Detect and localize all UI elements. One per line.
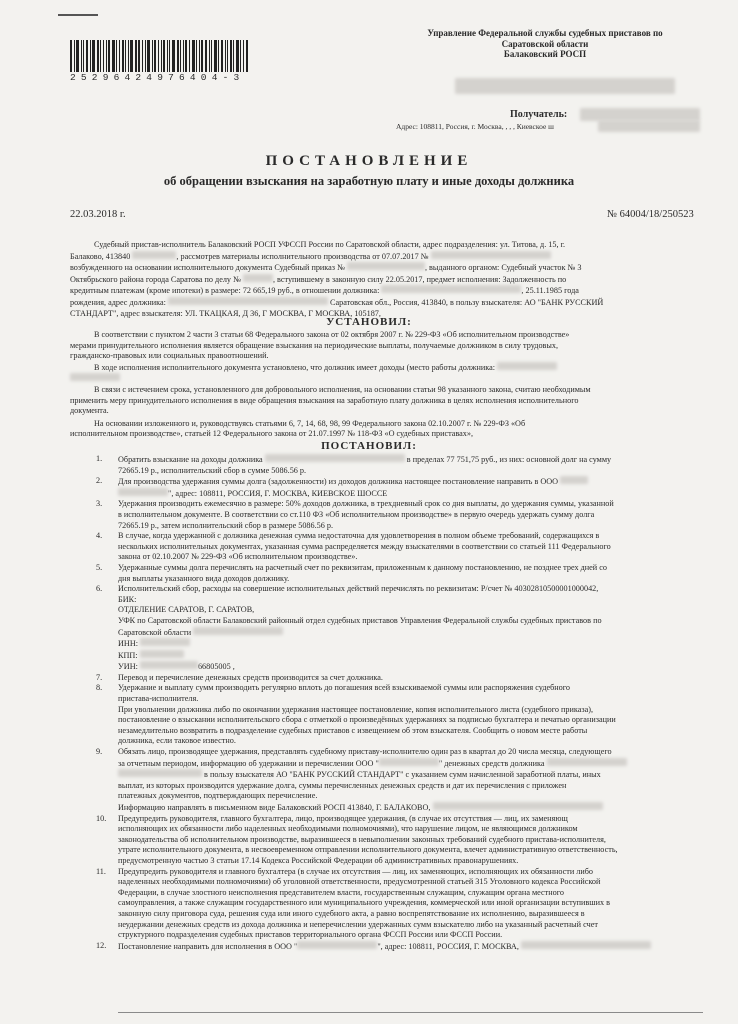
text-fragment: , рассмотрев материалы исполнительного производства от 07.07.2017 № — [176, 251, 429, 261]
barcode-bar — [92, 40, 95, 72]
text-fragment: В ходе исполнения исполнительного документа установлено, что должник имеет доходы (место работы должника: — [94, 362, 496, 372]
text-line — [118, 488, 703, 500]
document-title: ПОСТАНОВЛЕНИЕ — [265, 153, 473, 169]
list-number: 9. — [96, 747, 103, 757]
text-fragment: за отчетным периодом, информацию об удержании и перечислении ООО " — [118, 758, 379, 768]
text-fragment: " денежных средств должника — [438, 758, 545, 768]
barcode-bar — [196, 40, 197, 72]
text-line: Обязать лицо, производящее удержания, представлять судебному приставу-исполнителю один раз в квартал до 20 числа месяца, следующего — [118, 747, 612, 757]
text-fragment: Октябрьского района города Саратова по делу № — [70, 274, 241, 284]
redacted-block — [455, 78, 675, 94]
text-fragment: ИНН: — [118, 639, 139, 649]
barcode-bar — [135, 40, 137, 72]
list-item — [96, 813, 703, 867]
established-heading: УСТАНОВИЛ: — [326, 316, 412, 328]
text-line: На основании изложенного и, руководствуясь статьями 6, 7, 14, 68, 98, 99 Федерального закона 02.10.2007 г. № 229-ФЗ «Об — [94, 418, 526, 428]
resolution-list — [96, 454, 703, 952]
text-line: применить меру принудительного исполнения в виде обращения взыскания на заработную плату должника в целях исполнения исполнительного — [70, 395, 579, 405]
redacted-block — [118, 769, 202, 777]
redacted-block — [118, 488, 168, 496]
text-line: предусмотренную частью 3 статьи 17.14 Кодекса Российской Федерации об административных правонарушениях. — [118, 855, 519, 865]
list-item — [96, 683, 703, 747]
barcode-bar — [199, 40, 200, 72]
list-number: 11. — [96, 866, 106, 876]
barcode-number: 25296424976404-3 — [70, 72, 245, 83]
text-line — [118, 638, 703, 650]
barcode-bar — [227, 40, 228, 72]
text-fragment: в пределах 77 751,75 руб., из них: основной долг на сумму — [406, 455, 612, 464]
text-line — [118, 941, 703, 953]
barcode-bar — [185, 40, 187, 72]
barcode-bar — [246, 40, 248, 72]
text-line: Исполнительский сбор, расходы на совершение исполнительных действий перечислять по реквизитам: Р/счет № 40302810500001000042, — [118, 584, 599, 594]
barcode-bar — [76, 40, 79, 72]
barcode-bar — [167, 40, 168, 72]
text-line — [70, 251, 700, 263]
barcode-bar — [154, 40, 156, 72]
list-number: 5. — [96, 562, 103, 572]
barcode — [70, 40, 300, 72]
list-number: 6. — [96, 584, 103, 594]
list-number: 10. — [96, 813, 107, 823]
text-line — [70, 285, 700, 297]
text-line — [70, 297, 700, 309]
text-line: закона от 02.10.2007 № 229-ФЗ «Об исполнительном производстве». — [118, 552, 358, 562]
text-line: должника, если таковое известно. — [118, 736, 236, 746]
text-line: законную силу приговора суда, решения суда или иного судебного акта, а равно воспрепятствование их исполнению, выразившееся в — [118, 908, 585, 918]
list-item — [96, 476, 703, 499]
text-line — [118, 476, 703, 488]
text-line — [70, 274, 700, 286]
list-item — [96, 531, 703, 563]
list-item — [96, 454, 703, 476]
barcode-bar — [83, 40, 84, 72]
redacted-block — [265, 454, 405, 462]
text-line: В соответствии с пунктом 2 части 3 статьи 68 Федерального закона от 02 октября 2007 г. № 229-ФЗ «Об исполнительном производстве» — [94, 330, 570, 339]
text-fragment: , вступившему в законную силу 22.05.2017, предмет исполнения: Задолженность по — [272, 274, 567, 284]
text-line: структурного подразделения судебных приставов территориального органа ФССП России или ФССП России. — [118, 930, 503, 940]
text-line: Федерации, в случае злостного неисполнения представителем власти, государственным служащим, служащим органа местного — [118, 887, 564, 897]
list-number: 3. — [96, 499, 103, 509]
text-line: дня выплаты указанного вида доходов должнику. — [118, 573, 290, 583]
text-fragment: в пользу взыскателя АО "БАНК РУССКИЙ СТАНДАРТ" с указанием сумм начисленной заработной платы, иных — [204, 770, 601, 780]
barcode-bar — [189, 40, 190, 72]
list-item — [96, 562, 703, 584]
text-line: постановление о взыскании исполнительского сбора с отметкой о произведённых удержаниях за подписью бухгалтера и печатью организации — [118, 715, 616, 725]
resolved-heading: ПОСТАНОВИЛ: — [321, 440, 417, 452]
text-line: УФК по Саратовской области Балаковский районный отдел судебных приставов Управления Федеральной службы судебных приставов по — [118, 615, 602, 625]
text-line: исполняющих их обязанности либо наделенных необходимыми полномочиями), что нарушение лицом, не являющимся должником — [118, 824, 578, 834]
authority-line-1: Управление Федеральной службы судебных приставов по — [427, 28, 663, 38]
barcode-bar — [142, 40, 143, 72]
barcode-bar — [100, 40, 101, 72]
list-number: 2. — [96, 476, 103, 486]
text-line: исполнительном производстве», статьей 12 Федерального закона от 21.07.1997 № 118-ФЗ «О судебных приставах», — [70, 429, 474, 439]
text-line: Удержанные суммы долга перечислять на расчетный счет по реквизитам, приложенным к данному постановлению, не позднее трех дней со — [118, 562, 607, 572]
text-line — [118, 595, 703, 606]
redacted-block — [132, 251, 176, 259]
text-line: документа. — [70, 406, 109, 416]
redacted-block — [547, 758, 627, 766]
text-line — [118, 661, 703, 673]
redacted-block — [140, 638, 190, 646]
redacted-block — [297, 941, 377, 949]
redacted-block — [381, 285, 521, 293]
redacted-block — [431, 251, 551, 259]
list-number: 7. — [96, 672, 103, 682]
barcode-bar — [158, 40, 159, 72]
text-line — [118, 650, 703, 662]
redacted-block — [168, 297, 328, 305]
text-line: Судебный пристав-исполнитель Балаковский РОСП УФССП России по Саратовской области, адрес подразделения: ул. Титова, д. 15, г. — [94, 240, 566, 249]
text-line: В связи с истечением срока, установленного для добровольного исполнения, на основании статьи 98 указанного закона, считаю необходимым — [94, 384, 591, 394]
text-line — [70, 373, 700, 385]
barcode-bar — [225, 40, 226, 72]
barcode-bar — [221, 40, 223, 72]
barcode-bar — [211, 40, 212, 72]
barcode-bar — [233, 40, 234, 72]
barcode-bar — [86, 40, 88, 72]
redacted-block — [560, 476, 588, 484]
redacted-block — [243, 274, 273, 282]
text-line: В случае, когда удержанной с должника денежная сумма недостаточна для удовлетворения в полном объеме требований, содержащихся в — [118, 531, 600, 541]
text-line — [118, 758, 703, 770]
barcode-bar — [201, 40, 203, 72]
text-line: При увольнении должника либо по окончании удержания настоящее постановление, копия исполнительного листа (судебного приказа), — [118, 704, 594, 714]
barcode-bar — [230, 40, 232, 72]
text-fragment: УИН: — [118, 662, 138, 672]
barcode-bar — [183, 40, 184, 72]
recipient-label: Получатель: — [510, 109, 568, 120]
list-number: 4. — [96, 531, 103, 541]
text-line: в исполнительном документе. В соответствии со ст.110 ФЗ «Об исполнительном производстве» в первую очередь удержать сумму долга — [118, 509, 595, 519]
text-fragment: кредитным платежам (кроме ипотеки) в размере: 72 665,19 руб., в отношении должника: — [70, 286, 380, 296]
list-number: 1. — [96, 454, 103, 463]
barcode-bar — [128, 40, 129, 72]
authority-line-2: Саратовской области — [501, 38, 589, 49]
redacted-block — [497, 362, 557, 370]
bottom-rule — [118, 1012, 703, 1013]
barcode-bar — [161, 40, 162, 72]
barcode-bar — [152, 40, 153, 72]
barcode-bar — [214, 40, 217, 72]
redacted-block — [521, 941, 651, 949]
text-line — [118, 802, 703, 814]
list-item — [96, 747, 703, 814]
barcode-bar — [240, 40, 241, 72]
text-fragment: Балаково, 413840 — [70, 251, 131, 261]
barcode-bar — [163, 40, 165, 72]
text-line: СТАНДАРТ", адрес взыскателя: УЛ. ТКАЦКАЯ, Д 36, Г МОСКВА, Г МОСКВА, 105187, — [70, 308, 381, 318]
issuing-authority — [390, 28, 700, 60]
text-line: Перевод и перечисление денежных средств производится за счет должника. — [118, 672, 383, 682]
redacted-block — [140, 650, 184, 658]
pen-scratch — [58, 14, 98, 16]
text-line: пристава-исполнителя. — [118, 694, 199, 704]
barcode-bar — [169, 40, 170, 72]
redacted-block — [433, 802, 603, 810]
barcode-bar — [177, 40, 179, 72]
text-line: Предупредить руководителя, главного бухгалтера, лицо, производящее удержания, (в случае их отсутствия — лиц, их заменяющ — [118, 813, 568, 823]
barcode-bar — [138, 40, 140, 72]
text-fragment: КПП: — [118, 650, 138, 660]
list-item — [96, 499, 703, 531]
text-line: нескольких исполнительных документах, указанная сумма распределяется между взыскателями в соответствии со статьей 111 Федерального — [118, 541, 611, 551]
text-line: выплат, из которых производится удержание долга, суммы перечисленных денежных средств и дат их перечисления с приложен — [118, 780, 567, 790]
redacted-block — [347, 262, 425, 270]
text-fragment: Для производства удержания суммы долга (задолженности) из доходов должника настоящее постановление направить в ООО — [118, 477, 559, 487]
barcode-bar — [209, 40, 210, 72]
text-line — [118, 627, 703, 639]
list-item — [96, 866, 703, 941]
redacted-block — [379, 758, 439, 766]
text-line: ОТДЕЛЕНИЕ САРАТОВ, Г. САРАТОВ, — [118, 605, 255, 615]
text-fragment: Обратить взыскание на доходы должника — [118, 455, 263, 464]
barcode-bar — [236, 40, 239, 72]
barcode-bar — [116, 40, 117, 72]
barcode-bar — [97, 40, 99, 72]
text-fragment: Информацию направлять в письменном виде Балаковский РОСП 413840, Г. БАЛАКОВО, — [118, 803, 431, 812]
text-line: гражданско-правовых или социальных правоотношений. — [70, 351, 269, 361]
text-line: мерами принудительного исполнения является обращение взыскания на периодические выплаты, получаемые должником в силу трудовых, — [70, 340, 559, 350]
established-section — [70, 330, 700, 440]
barcode-bar — [147, 40, 150, 72]
text-fragment: , выданного органом: Судебный участок № 3 — [424, 263, 582, 273]
text-line: Удержание и выплату сумм производить регулярно вплоть до погашения всей взыскиваемой суммы или распоряжения судебного — [118, 683, 571, 693]
barcode-bar — [125, 40, 126, 72]
barcode-bar — [218, 40, 219, 72]
authority-line-3: Балаковский РОСП — [503, 49, 587, 59]
text-line — [118, 454, 703, 466]
text-fragment: 66805005 , — [197, 662, 235, 672]
list-number: 8. — [96, 683, 103, 693]
text-fragment: Саратовская обл., Россия, 413840, в пользу взыскателя: АО "БАНК РУССКИЙ — [330, 297, 604, 307]
text-line: Предупредить руководителя и главного бухгалтера (в случае их отсутствия — лиц, их заменяющих, исполняющих их обязанности либо — [118, 866, 594, 876]
barcode-bar — [172, 40, 175, 72]
barcode-bar — [145, 40, 146, 72]
text-line — [70, 362, 700, 374]
text-fragment: ", адрес: 108811, РОССИЯ, Г. МОСКВА, КИЕВСКОЕ ШОССЕ — [168, 488, 388, 498]
barcode-bar — [108, 40, 110, 72]
text-line: самоуправления, а также служащим государственного или муниципального учреждения, коммерческой или иной организации вступивших в — [118, 898, 610, 908]
text-fragment: Саратовской области — [118, 627, 192, 637]
text-line: 72665.19 р., исполнительский сбор в сумме 5086.56 р. — [118, 465, 307, 475]
intro-paragraph — [70, 240, 700, 319]
barcode-bar — [90, 40, 91, 72]
list-item — [96, 940, 703, 953]
text-line: утрате исполнительного документа, в несвоевременном отправлении исполнительного документа, влечет административную ответственность, — [118, 845, 618, 855]
barcode-bar — [119, 40, 120, 72]
redacted-block — [193, 627, 283, 635]
text-fragment: рождения, адрес должника: — [70, 297, 166, 307]
barcode-bar — [112, 40, 115, 72]
redacted-block — [70, 373, 120, 381]
text-line: 72665.19 р., затем исполнительский сбор в размере 5086.56 р. — [118, 520, 334, 530]
text-line: неудержании денежных средств из дохода должника и неперечислении удержанных сумм взыскателю либо на указанный расчетный счет — [118, 919, 598, 929]
list-number: 12. — [96, 940, 107, 950]
barcode-bar — [106, 40, 107, 72]
list-item — [96, 584, 703, 673]
text-fragment: , 25.11.1985 года — [521, 286, 579, 296]
text-line: платежных документов, подтверждающих перечисление. — [118, 791, 318, 801]
barcode-bar — [180, 40, 181, 72]
document-date: 22.03.2018 г. — [70, 209, 126, 220]
document-subtitle: об обращении взыскания на заработную плату и иные доходы должника — [163, 174, 575, 188]
document-number: № 64004/18/250523 — [607, 209, 694, 220]
text-fragment: возбужденного на основании исполнительного документа Судебный приказ № — [70, 263, 345, 273]
barcode-bar — [74, 40, 75, 72]
barcode-bar — [130, 40, 133, 72]
barcode-bar — [192, 40, 195, 72]
barcode-bar — [81, 40, 82, 72]
text-line — [118, 769, 703, 781]
text-fragment: Постановление направить для исполнения в ООО " — [118, 941, 298, 951]
list-item — [96, 672, 703, 684]
barcode-bar — [243, 40, 244, 72]
text-line: наделенных необходимыми полномочиями) об уголовной ответственности, предусмотренной статьей 315 Уголовного кодекса Российской — [118, 877, 601, 887]
redacted-block — [598, 120, 700, 132]
barcode-bar — [205, 40, 207, 72]
barcode-bar — [122, 40, 124, 72]
redacted-block — [140, 661, 198, 669]
text-line — [70, 262, 700, 274]
text-fragment: ", адрес: 108811, РОССИЯ, Г. МОСКВА, — [377, 941, 519, 951]
barcode-bar — [70, 40, 72, 72]
text-line: законодательства об исполнительном производстве, выразившееся в невыполнении законных требований судебного пристава-исполнителя, — [118, 834, 606, 844]
text-line: Удержания производить ежемесячно в размере: 50% доходов должника, в трехдневный срок со дня выплаты, до удержания суммы, указанной — [118, 499, 614, 509]
recipient-address: Адрес: 108811, Россия, г. Москва, , , , Киевское ш — [396, 122, 554, 131]
barcode-bar — [103, 40, 104, 72]
text-fragment: БИК: — [118, 594, 137, 604]
text-line: незамедлительно возвратить в подразделение судебных приставов с извещением об этом взыскателя. Сообщить о новом месте работы — [118, 725, 588, 735]
